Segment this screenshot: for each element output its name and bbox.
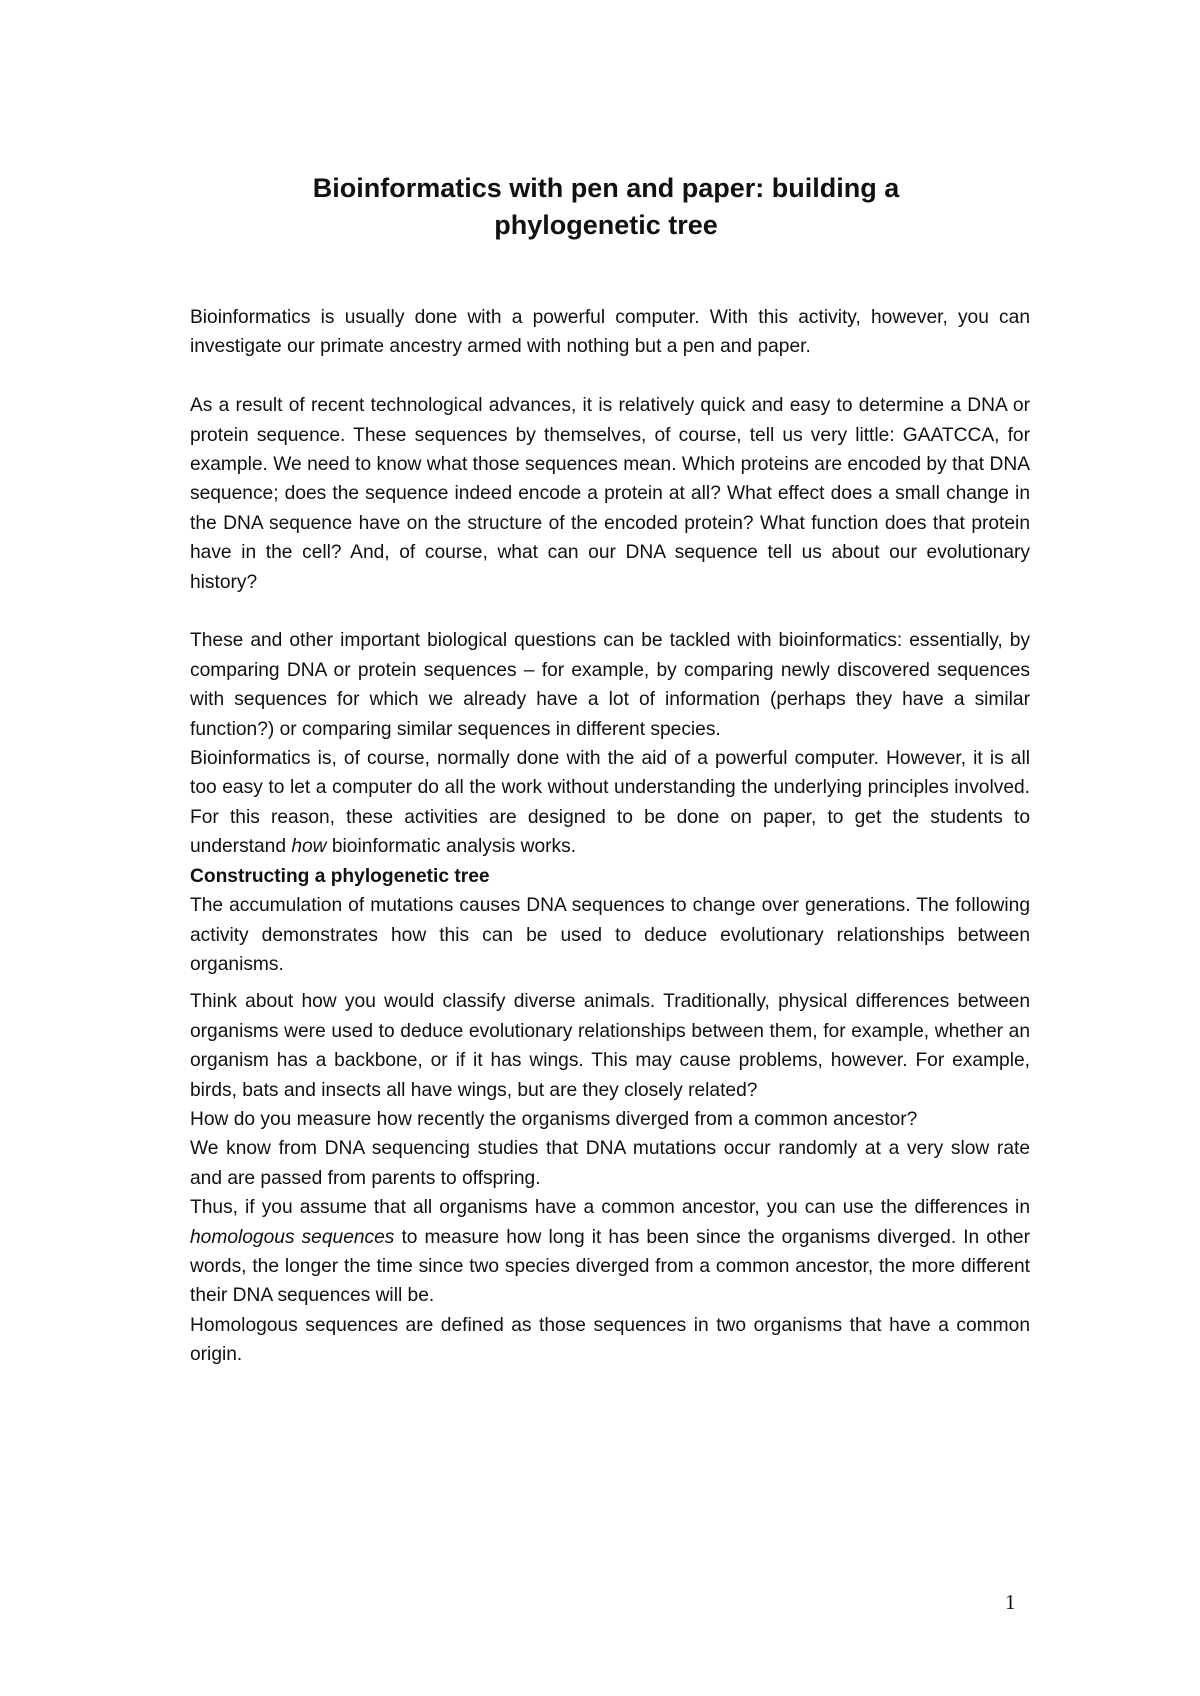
title-line-1: Bioinformatics with pen and paper: building a [312,173,900,203]
thus-paragraph [190,1193,1030,1311]
computer-paragraph [190,744,1030,862]
measure-paragraph: How do you measure how recently the organisms diverged from a common ancestor? [190,1108,918,1130]
page-number: 1 [1005,1590,1016,1614]
document-body [190,303,1030,1370]
thus-paragraph-end: to measure how long it has been since the organisms diverged. In other words, the longer the time since two species diverged from a common ancestor, the more different their DNA sequences will be. [190,1226,1030,1307]
thus-paragraph-start: Thus, if you assume that all organisms have a common ancestor, you can use the differences in [190,1197,1030,1219]
section-heading: Constructing a phylogenetic tree [190,865,490,887]
sequencing-paragraph: We know from DNA sequencing studies that DNA mutations occur randomly at a very slow rate and are passed from parents to offspring. [190,1138,1030,1189]
classify-paragraph: Think about how you would classify diverse animals. Traditionally, physical differences between organisms were used to deduce evolutionary relationships between them, for example, whether an organism has a backbone, or if it has wings. This may cause problems, however. For example, birds, bats and insects all have wings, but are they closely related? [190,991,1030,1101]
homologous-paragraph: Homologous sequences are defined as those sequences in two organisms that have a common origin. [190,1314,1030,1366]
title-line-2: phylogenetic tree [494,210,718,240]
computer-paragraph-start: Bioinformatics is, of course, normally done with the aid of a powerful computer. However, it is all too easy to let a computer do all the work without understanding the underlying principles involved. For this reason, these activities are designed to be done on paper, to get the students to understand [190,748,1030,858]
accumulation-paragraph: The accumulation of mutations causes DNA sequences to change over generations. The following activity demonstrates how this can be used to deduce evolutionary relationships between organisms. [190,895,1030,975]
computer-paragraph-emphasis: how [291,836,327,858]
page-title [190,170,1022,244]
questions-paragraph: These and other important biological questions can be tackled with bioinformatics: essentially, by comparing DNA or protein sequences – for example, by comparing newly discovered sequences with sequences for which we already have a lot of information (perhaps they have a similar function?) or comparing similar sequences in different species. [190,630,1030,740]
computer-paragraph-end: bioinformatic analysis works. [326,836,577,858]
thus-paragraph-emphasis: homologous sequences [190,1226,395,1248]
advances-paragraph: As a result of recent technological advances, it is relatively quick and easy to determine a DNA or protein sequence. These sequences by themselves, of course, tell us very little: GAATCCA, for example. We need to know what those sequences mean. Which proteins are encoded by that DNA sequence; does the sequence indeed encode a protein at all? What effect does a small change in the DNA sequence have on the structure of the encoded protein? What function does that protein have in the cell? And, of course, what can our DNA sequence tell us about our evolutionary history? [190,395,1030,593]
intro-paragraph: Bioinformatics is usually done with a powerful computer. With this activity, however, you can investigate our primate ancestry armed with nothing but a pen and paper. [190,307,1030,358]
